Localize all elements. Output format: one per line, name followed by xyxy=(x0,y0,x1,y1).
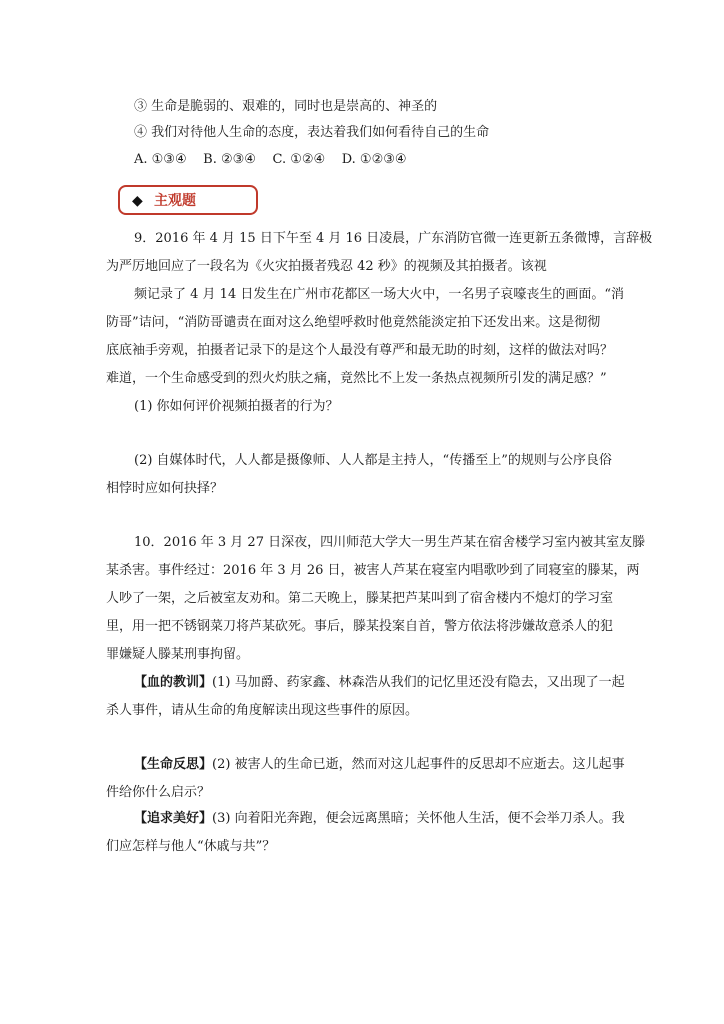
q10-sub2-text: (2) 被害人的生命已逝，然而对这儿起事件的反思却不应逝去。这儿起事 xyxy=(212,757,625,772)
prev-item-4: ④ 我们对待他人生命的态度，表达着我们如何看待自己的生命 xyxy=(134,125,490,140)
section-header xyxy=(118,185,258,215)
q10-line-3: 人吵了一架，之后被室友劝和。第二天晚上，滕某把芦某叫到了宿舍楼内不熄灯的学习室 xyxy=(106,591,614,606)
q10-sub3-tag: 【追求美好】 xyxy=(134,811,213,826)
q9-line-2: 为严厉地回应了一段名为《火灾拍摄者残忍 42 秒》的视频及其拍摄者。该视 xyxy=(106,259,547,274)
q9-sub2-line-1: (2) 自媒体时代，人人都是摄像师、人人都是主持人，“传播至上”的规则与公序良俗 xyxy=(134,453,612,468)
q9-line-5: 底底袖手旁观，拍摄者记录下的是这个人最没有尊严和最无助的时刻，这样的做法对吗？ xyxy=(106,343,614,358)
q9-sub1: (1) 你如何评价视频拍摄者的行为？ xyxy=(134,399,339,414)
q10-line-4: 里，用一把不锈钢菜刀将芦某砍死。事后，滕某投案自首，警方依法将涉嫌故意杀人的犯 xyxy=(106,619,614,634)
q10-sub2 xyxy=(134,757,625,773)
q10-line-5: 罪嫌疑人滕某刑事拘留。 xyxy=(106,647,250,662)
diamond-icon: ◆ xyxy=(132,193,143,209)
section-title: 主观题 xyxy=(154,193,196,209)
q9-line-1: 9．2016 年 4 月 15 日下午至 4 月 16 日凌晨，广东消防官微一连更新五条微博，言辞极 xyxy=(134,231,653,246)
q10-sub2-cont: 件给你什么启示？ xyxy=(106,785,211,800)
q9-line-6: 难道，一个生命感受到的烈火灼肤之痛，竟然比不上发一条热点视频所引发的满足感？” xyxy=(106,371,607,386)
q10-sub1 xyxy=(134,675,625,691)
q10-sub3-cont: 们应怎样与他人“休戚与共”？ xyxy=(106,839,276,854)
q9-sub2-line-2: 相悖时应如何抉择？ xyxy=(106,481,224,496)
q10-line-1: 10．2016 年 3 月 27 日深夜，四川师范大学大一男生芦某在宿舍楼学习室内被其室友滕 xyxy=(134,535,646,550)
q10-sub3-text: (3) 向着阳光奔跑，便会远离黑暗；关怀他人生活，便不会举刀杀人。我 xyxy=(212,811,625,826)
q10-sub3 xyxy=(134,811,625,827)
q10-sub1-cont: 杀人事件，请从生命的角度解读出现这些事件的原因。 xyxy=(106,703,419,718)
q10-sub2-tag: 【生命反思】 xyxy=(134,757,213,772)
q9-line-3: 频记录了 4 月 14 日发生在广州市花都区一场大火中，一名男子哀嚎丧生的画面。“消 xyxy=(134,287,624,302)
q10-line-2: 某杀害。事件经过：2016 年 3 月 26 日，被害人芦某在寝室内唱歌吵到了同寝室的滕某，两 xyxy=(106,563,640,578)
answer-options: A. ①③④ B. ②③④ C. ①②④ D. ①②③④ xyxy=(134,152,407,167)
q10-sub1-tag: 【血的教训】 xyxy=(134,675,213,690)
q9-line-4: 防哥”诘问，“消防哥谴责在面对这么绝望呼救时他竟然能淡定拍下还发出来。这是彻彻 xyxy=(106,315,601,330)
prev-item-3: ③ 生命是脆弱的、艰难的，同时也是崇高的、神圣的 xyxy=(134,99,438,114)
q10-sub1-text: (1) 马加爵、药家鑫、林森浩从我们的记忆里还没有隐去，又出现了一起 xyxy=(212,675,625,690)
